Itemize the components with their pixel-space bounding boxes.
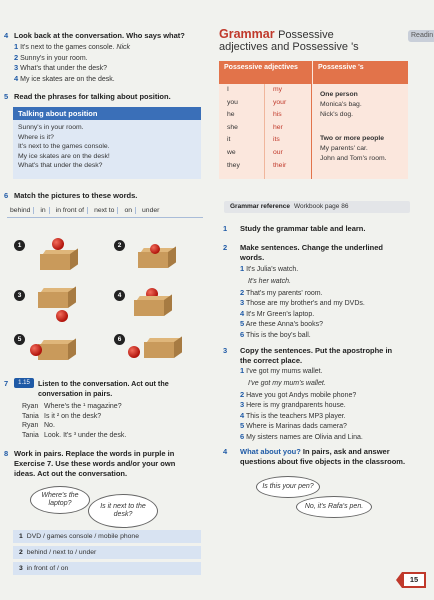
exercise-6-instruction: Match the pictures to these words. [14, 191, 138, 200]
exercise-1-instruction: Study the grammar table and learn. [240, 224, 366, 233]
exercise-3-items: 1 I've got my mums wallet. I've got my mum's wallet. 2 Have you got Andys mobile phone? 3 Here is my grandparents house. 4 This is the teachers MP3 player. 5 Where is Marinas dads camera? 6 My sisters names are Olivia and Lina. [240, 366, 363, 441]
picture-badge-5: 5 [14, 334, 25, 345]
box-image [38, 340, 78, 360]
exercise-4b-number: 4 [223, 447, 228, 456]
ball-image [150, 244, 160, 254]
word: behind [7, 207, 34, 214]
box-image [144, 338, 184, 358]
exercise-3-number: 3 [223, 346, 228, 355]
exercise-5-number: 5 [4, 92, 9, 101]
speech-bubble: Where's the laptop? [30, 486, 90, 514]
table-header-adjectives: Possessive adjectives [219, 61, 312, 84]
page-number: 15 [409, 575, 419, 584]
page-number-tab [396, 572, 426, 588]
grammar-reference-bar[interactable]: Grammar reference Workbook page 86 [224, 201, 410, 213]
word: next to [91, 207, 118, 214]
exercise-4-number: 4 [4, 31, 9, 40]
answer-row: 1 DVD / games console / mobile phone [13, 530, 201, 543]
grammar-table [219, 61, 408, 179]
exercise-2-items: 1 It's Julia's watch. It's her watch. 2 That's my parents' room. 3 Those are my brother's and my DVDs. 4 It's Mr Green's laptop. 5 Are these Anna's books? 6 This is the boy's ball. [240, 264, 365, 339]
exercise-2-number: 2 [223, 243, 228, 252]
word: in [37, 207, 49, 214]
ball-image [56, 310, 68, 322]
talking-about-position-box [13, 107, 201, 179]
exercise-7-number: 7 [4, 379, 9, 388]
pronoun-column: I you he she it we they [219, 84, 265, 179]
grammar-title: Grammar Possessive [219, 27, 334, 41]
adjective-column: my your his her its our their [265, 84, 312, 179]
picture-badge-2: 2 [114, 240, 125, 251]
word: under [142, 207, 160, 214]
word: in front of [53, 207, 88, 214]
answer-row: 3 in front of / on [13, 562, 201, 575]
box-image [38, 288, 78, 308]
phrase: Sunny's in your room. [18, 124, 84, 131]
exercise-8-number: 8 [4, 449, 9, 458]
exercise-7-instruction: Listen to the conversation. Act out the conversation in pairs. [38, 379, 169, 398]
exercise-5-instruction: Read the phrases for talking about position. [14, 92, 171, 101]
box-image [40, 250, 80, 270]
exercise-2-instruction: Make sentences. Change the underlined words. [240, 243, 383, 262]
word: on [121, 207, 136, 214]
phrase: My ice skates are on the desk! [18, 152, 110, 160]
exercise-6-number: 6 [4, 191, 9, 200]
picture-badge-3: 3 [14, 290, 25, 301]
answer-row: 2 behind / next to / under [13, 546, 201, 559]
word-strip [7, 204, 203, 218]
phrase: What's that under the desk? [18, 162, 103, 169]
speech-bubble: Is it next to the desk? [88, 494, 158, 528]
grammar-subtitle: adjectives and Possessive 's [219, 41, 359, 53]
exercise-4b-instruction: What about you? In pairs, ask and answer questions about five objects in the classroom. [240, 447, 406, 466]
exercise-4-instruction: Look back at the conversation. Who says what? [14, 31, 185, 40]
pictures-area [10, 232, 205, 367]
talking-box-title: Talking about position [13, 107, 201, 120]
picture-badge-1: 1 [14, 240, 25, 251]
possessive-s-examples: One person Monica's bag. Nick's dog. Two or more people My parents' car. John and Tom's room. [320, 91, 387, 162]
ball-image [52, 238, 64, 250]
exercise-1-number: 1 [223, 224, 228, 233]
phrase: It's next to the games console. [18, 143, 110, 150]
exercise-7-conversation: Ryan Where's the ¹ magazine? Tania Is it ² on the desk? Ryan No. Tania Look. It's ³ under the desk. [22, 403, 127, 439]
audio-track-badge[interactable]: 1.15 [14, 378, 34, 388]
phrase: Where is it? [18, 133, 54, 141]
box-image [134, 296, 174, 316]
ball-image [30, 344, 42, 356]
speech-bubble: Is this your pen? [256, 476, 320, 498]
picture-badge-6: 6 [114, 334, 125, 345]
exercise-3-instruction: Copy the sentences. Put the apostrophe in the correct place. [240, 346, 393, 365]
table-header-possessive-s: Possessive 's [313, 61, 408, 84]
picture-badge-4: 4 [114, 290, 125, 301]
ball-image [128, 346, 140, 358]
exercise-8-instruction: Work in pairs. Replace the words in purple in Exercise 7. Use these words and/or your own ideas. Act out the conversation. [14, 449, 176, 478]
speech-bubble: No, it's Rafa's pen. [296, 496, 372, 518]
side-tab: Readin [408, 30, 434, 42]
exercise-4-items: 1 It's next to the games console. Nick 2 Sunny's in your room. 3 What's that under the desk? 4 My ice skates are on the desk. [14, 42, 131, 83]
